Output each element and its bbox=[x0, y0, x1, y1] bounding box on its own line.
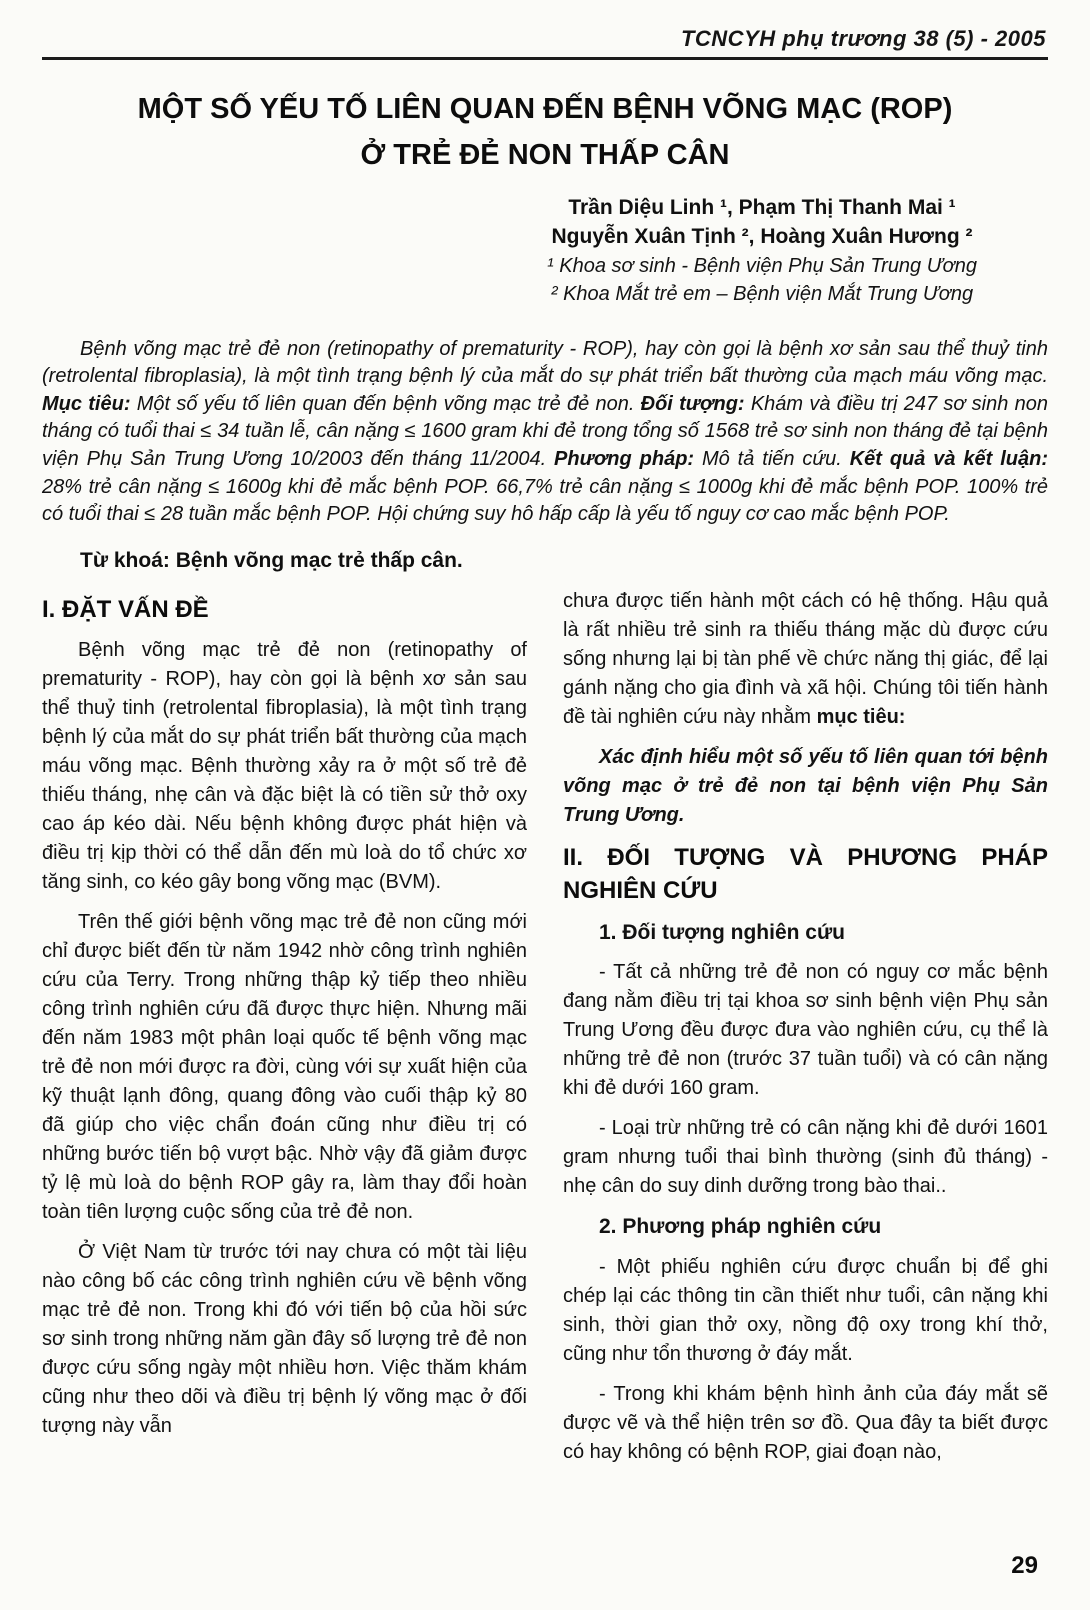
abstract-seg-2: Một số yếu tố liên quan đến bệnh võng mạc trẻ đẻ non. bbox=[130, 392, 641, 415]
abstract-seg-3: Khám và điều trị 247 sơ sinh non tháng có tuổi thai ≤ 34 tuần lễ, cân nặng ≤ 1600 gram khi đẻ trong tổng số 1568 trẻ sơ sinh non tháng đẻ tại bệnh viện Phụ Sản Trung Ương 10/2003 đến tháng 11/2004. bbox=[42, 392, 1048, 470]
abstract-seg-5: 28% trẻ cân nặng ≤ 1600g khi đẻ mắc bệnh POP. 66,7% trẻ cân nặng ≤ 1000g khi đẻ mắc bệnh POP. 100% trẻ có tuổi thai ≤ 28 tuần mắc bệnh POP. Hội chứng suy hô hấp cấp là yếu tố nguy cơ cao mắc bệnh POP. bbox=[42, 475, 1048, 526]
section-1-paragraph-continued bbox=[563, 587, 1048, 732]
paper-title-line2: Ở TRẺ ĐẺ NON THẤP CÂN bbox=[360, 139, 730, 172]
abstract-seg-4: Mô tả tiến cứu. bbox=[694, 447, 850, 470]
subsection-1-paragraph-2: - Loại trừ những trẻ có cân nặng khi đẻ dưới 1601 gram nhưng tuổi thai bình thường (sinh đủ tháng) - nhẹ cân do suy dinh dưỡng trong bào thai.. bbox=[563, 1117, 1048, 1198]
paper-title-line1: MỘT SỐ YẾU TỐ LIÊN QUAN ĐẾN BỆNH VÕNG MẠC (ROP) bbox=[137, 93, 953, 125]
abstract-seg-1: Bệnh võng mạc trẻ đẻ non (retinopathy of prematurity - ROP), hay còn gọi là bệnh xơ sản sau thể thuỷ tinh (retrolental fibroplasia), là một tình trạng bệnh lý của mắt do sự phát triển bất thường của mạch máu võng mạc. bbox=[42, 337, 1048, 388]
right-column bbox=[563, 587, 1048, 1478]
abstract-label-results: Kết quả và kết luận: bbox=[849, 447, 1049, 470]
author-line-2: Nguyễn Xuân Tịnh ², Hoàng Xuân Hương ² bbox=[551, 225, 973, 249]
section-2-heading: II. ĐỐI TƯỢNG VÀ PHƯƠNG PHÁP NGHIÊN CỨU bbox=[563, 843, 1048, 905]
subsection-2-paragraph-1: - Một phiếu nghiên cứu được chuẩn bị để ghi chép lại các thông tin cần thiết như tuổi, cân nặng khi sinh, thời gian thở oxy, nồng độ oxy trong khí thở, cũng như tổn thương ở đáy mắt. bbox=[563, 1255, 1048, 1365]
continued-text: chưa được tiến hành một cách có hệ thống. Hậu quả là rất nhiều trẻ sinh ra thiếu tháng mặc dù được cứu sống nhưng lại bị tàn phế về chức năng thị giác, để lại gánh nặng cho gia đình và xã hội. Chúng tôi tiến hành đề tài nghiên cứu này nhằm bbox=[563, 589, 1048, 728]
abstract-label-method: Phương pháp: bbox=[554, 447, 695, 470]
section-1-paragraph-2: Trên thế giới bệnh võng mạc trẻ đẻ non cũng mới chỉ được biết đến từ năm 1942 nhờ công trình nghiên cứu của Terry. Trong những thập kỷ tiếp theo nhiều công trình nghiên cứu đã được thực hiện. Nhưng mãi đến năm 1983 một phân loại quốc tế bệnh võng mạc trẻ đẻ non mới được ra đời, cùng với sự xuất hiện của kỹ thuật lạnh đông, quang đông vào cuối thập kỷ 80 đã giúp cho việc chẩn đoán cũng như điều trị có những bước tiến bộ vượt bậc. Nhờ vậy đã giảm được tỷ lệ mù loà do bệnh ROP gây ra, làm thay đổi hoàn toàn tiên lượng cuộc sống của trẻ đẻ non. bbox=[42, 911, 527, 1224]
subsection-2-heading: 2. Phương pháp nghiên cứu bbox=[599, 1215, 882, 1239]
subsection-2-paragraph-2: - Trong khi khám bệnh hình ảnh của đáy mắt sẽ được vẽ và thể hiện trên sơ đồ. Qua đây ta biết được có hay không có bệnh ROP, giai đoạn nào, bbox=[563, 1382, 1048, 1463]
journal-header: TCNCYH phụ trương 38 (5) - 2005 bbox=[680, 26, 1046, 51]
abstract-label-subjects: Đối tượng: bbox=[640, 392, 745, 415]
section-1-paragraph-1: Bệnh võng mạc trẻ đẻ non (retinopathy of prematurity - ROP), hay còn gọi là bệnh xơ sản sau thể thuỷ tinh (retrolental fibroplasia), là một tình trạng bệnh lý của mắt do sự phát triển bất thường của mạch máu võng mạc. Bệnh thường xảy ra ở một số trẻ đẻ thiếu tháng, nhẹ cân và đặc biệt là có tiền sử thở oxy cao áp kéo dài. Nếu bệnh không được phát hiện và điều trị kịp thời có thể dẫn đến mù loà do tổ chức xơ tăng sinh, co kéo gây bong võng mạc (BVM). bbox=[42, 639, 527, 894]
header-divider bbox=[42, 57, 1048, 60]
two-column-body bbox=[42, 587, 1048, 1478]
subsection-1-heading: 1. Đối tượng nghiên cứu bbox=[599, 920, 846, 944]
affiliation-1: ¹ Khoa sơ sinh - Bệnh viện Phụ Sản Trung Ương bbox=[547, 254, 977, 277]
authors-block bbox=[502, 193, 1022, 308]
section-1-paragraph-3: Ở Việt Nam từ trước tới nay chưa có một tài liệu nào công bố các công trình nghiên cứu về bệnh võng mạc trẻ đẻ non. Trong khi đó với tiến bộ của hồi sức sơ sinh trong những năm gần đây số lượng trẻ đẻ non được cứu sống ngày một nhiều hơn. Việc thăm khám cũng như theo dõi và điều trị bệnh lý võng mạc ở đối tượng này vẫn bbox=[42, 1241, 527, 1438]
keywords-line: Từ khoá: Bệnh võng mạc trẻ thấp cân. bbox=[80, 548, 463, 572]
paper-title bbox=[42, 86, 1048, 179]
page-number: 29 bbox=[1011, 1552, 1038, 1579]
abstract bbox=[42, 336, 1048, 529]
abstract-label-objective: Mục tiêu: bbox=[42, 392, 131, 415]
subsection-1-paragraph-1: - Tất cả những trẻ đẻ non có nguy cơ mắc bệnh đang nằm điều trị tại khoa sơ sinh bệnh viện Phụ sản Trung Ương đều được đưa vào nghiên cứu, cụ thể là những trẻ đẻ non (trước 37 tuần tuổi) và có cân nặng khi đẻ dưới 160 gram. bbox=[563, 961, 1048, 1100]
continued-bold-muc-tieu: mục tiêu: bbox=[816, 705, 906, 728]
author-line-1: Trần Diệu Linh ¹, Phạm Thị Thanh Mai ¹ bbox=[568, 195, 956, 219]
affiliation-2: ² Khoa Mắt trẻ em – Bệnh viện Mắt Trung Ương bbox=[550, 282, 974, 305]
study-objective: Xác định hiểu một số yếu tố liên quan tới bệnh võng mạc ở trẻ đẻ non tại bệnh viện Phụ Sản Trung Ương. bbox=[563, 745, 1048, 826]
section-1-heading: I. ĐẶT VẤN ĐỀ bbox=[42, 595, 209, 623]
left-column bbox=[42, 587, 527, 1478]
